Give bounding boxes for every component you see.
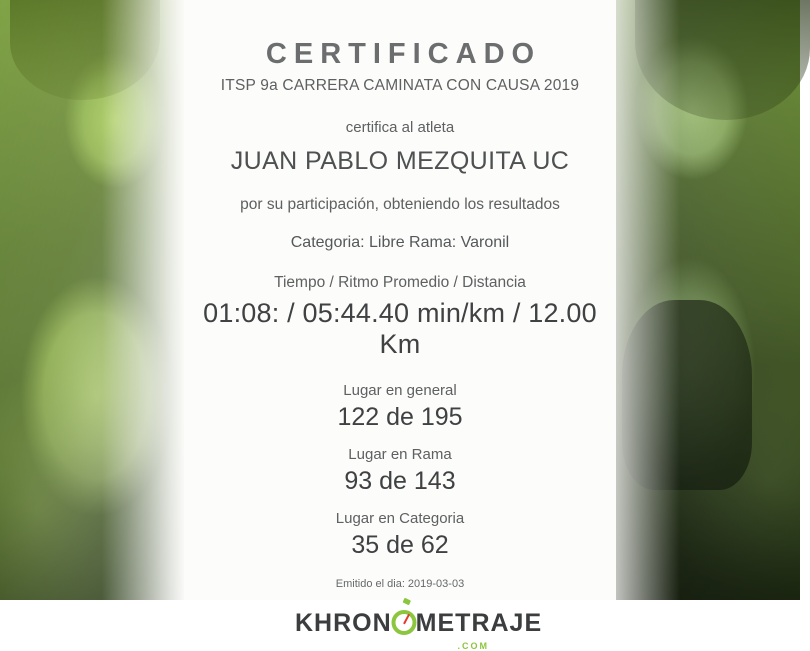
left-photo-fade bbox=[0, 0, 185, 600]
left-runner-photo bbox=[0, 0, 185, 600]
logo-text-before: KHRON bbox=[295, 609, 392, 637]
right-runner-photo bbox=[600, 0, 800, 600]
event-name: ITSP 9a CARRERA CAMINATA CON CAUSA 2019 bbox=[220, 77, 580, 94]
place-general-label: Lugar en general bbox=[343, 382, 457, 399]
participation-text: por su participación, obteniendo los resultados bbox=[240, 196, 560, 213]
certificate-center-panel bbox=[184, 0, 616, 651]
logo-text-after: METRAJE bbox=[415, 609, 543, 637]
right-photo-fade bbox=[600, 0, 800, 600]
place-general-value: 122 de 195 bbox=[337, 403, 463, 431]
athlete-name: JUAN PABLO MEZQUITA UC bbox=[230, 147, 570, 175]
stopwatch-crown bbox=[402, 598, 410, 605]
place-categoria-label: Lugar en Categoria bbox=[335, 510, 465, 527]
certifies-label: certifica al atleta bbox=[345, 119, 455, 136]
metrics-label: Tiempo / Ritmo Promedio / Distancia bbox=[274, 274, 526, 291]
issued-date: Emitido el dia: 2019-03-03 bbox=[335, 578, 465, 590]
certificate-title: CERTIFICADO bbox=[265, 38, 542, 70]
certificate-content bbox=[184, 0, 616, 651]
metrics-value: 01:08: / 05:44.40 min/km / 12.00 Km bbox=[203, 298, 597, 359]
place-rama-label: Lugar en Rama bbox=[348, 446, 452, 463]
logo-stopwatch-icon bbox=[392, 606, 416, 640]
category-line: Categoria: Libre Rama: Varonil bbox=[290, 234, 510, 251]
place-rama-value: 93 de 143 bbox=[344, 467, 456, 495]
logo-wordmark bbox=[295, 606, 543, 640]
place-categoria-value: 35 de 62 bbox=[351, 531, 449, 559]
khronometraje-logo bbox=[295, 606, 543, 651]
logo-domain-suffix: .COM bbox=[457, 641, 489, 651]
